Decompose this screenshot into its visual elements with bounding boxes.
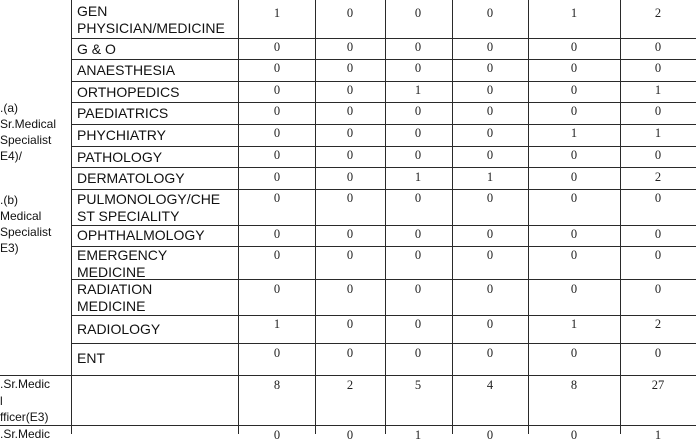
cell-value: 0 [346,126,354,140]
cell-value: 0 [414,191,422,205]
cut-row-value: 0 [346,428,354,442]
dept-label: PULMONOLOGY/CHE ST SPECIALITY [77,191,221,224]
cell-value: 2 [654,170,662,184]
cell-value: 0 [486,346,494,360]
cell-value: 0 [346,148,354,162]
cell-value: 0 [346,227,354,241]
dept-label: DERMATOLOGY [77,170,185,186]
dept-label: GEN PHYSICIAN/MEDICINE [77,3,225,36]
cell-value: 0 [570,227,578,241]
cell-value: 0 [414,6,422,20]
table-hline [71,124,696,125]
cell-value: 0 [654,40,662,54]
cell-value: 0 [273,83,281,97]
cell-value: 0 [273,282,281,296]
table-vline [620,0,621,434]
cell-value: 0 [570,148,578,162]
dept-label: OPHTHALMOLOGY [77,227,205,243]
cell-value: 0 [654,61,662,75]
table-vline [238,0,239,434]
group-label-total: .Sr.Medic l fficer(E3) [0,377,51,424]
dept-label: ENT [77,350,105,366]
cell-value: 0 [346,6,354,20]
cell-value: 0 [414,148,422,162]
cell-value: 0 [273,126,281,140]
cell-value: 0 [414,227,422,241]
cell-value: 0 [570,40,578,54]
total-value: 27 [651,378,665,392]
cell-value: 0 [273,61,281,75]
table-hline [71,146,696,147]
cell-value: 0 [486,83,494,97]
table-hline [71,81,696,82]
cell-value: 0 [486,317,494,331]
cell-value: 1 [570,126,578,140]
cell-value: 0 [414,317,422,331]
group-label-a: .(a) Sr.Medical Specialist E4)/ [0,101,57,163]
cell-value: 1 [654,126,662,140]
cell-value: 0 [273,346,281,360]
table-hline [71,315,696,316]
cell-value: 0 [273,40,281,54]
cell-value: 1 [486,170,494,184]
table-hline [71,225,696,226]
cut-row-value: 0 [570,428,578,442]
dept-label: PATHOLOGY [77,149,163,165]
cell-value: 0 [486,6,494,20]
table-vline [452,0,453,434]
cell-value: 0 [273,191,281,205]
table-hline [71,189,696,190]
cell-value: 0 [654,282,662,296]
table-hline [0,375,696,376]
cell-value: 0 [486,61,494,75]
cell-value: 0 [414,104,422,118]
cell-value: 2 [654,6,662,20]
cell-value: 0 [486,148,494,162]
dept-label: EMERGENCY MEDICINE [77,247,168,280]
cell-value: 1 [654,83,662,97]
table-hline [71,102,696,103]
dept-label: G & O [77,41,116,57]
dept-label: RADIOLOGY [77,321,161,337]
dept-label: ANAESTHESIA [77,62,176,78]
cell-value: 0 [346,170,354,184]
cell-value: 0 [570,346,578,360]
cell-value: 0 [346,104,354,118]
total-value: 5 [414,378,422,392]
cut-row-value: 0 [486,428,494,442]
cell-value: 0 [346,40,354,54]
table-hline [71,59,696,60]
cell-value: 0 [273,227,281,241]
cut-row-value: 1 [414,428,422,442]
cell-value: 0 [570,248,578,262]
cell-value: 0 [414,40,422,54]
cell-value: 0 [346,317,354,331]
cell-value: 0 [486,191,494,205]
cell-value: 0 [654,248,662,262]
cell-value: 1 [570,317,578,331]
cell-value: 0 [414,282,422,296]
cell-value: 0 [273,170,281,184]
cut-row-value: 1 [654,428,662,442]
cell-value: 0 [570,191,578,205]
table-vline [385,0,386,434]
cell-value: 0 [273,104,281,118]
cell-value: 1 [570,6,578,20]
cell-value: 2 [654,317,662,331]
dept-label: PAEDIATRICS [77,105,169,121]
cell-value: 0 [414,248,422,262]
group-label-b: .(b) Medical Specialist E3) [0,193,52,255]
total-value: 8 [570,378,578,392]
cell-value: 0 [273,148,281,162]
cell-value: 0 [346,346,354,360]
cell-value: 0 [570,282,578,296]
cell-value: 0 [346,248,354,262]
table-vline [71,0,72,434]
cell-value: 0 [570,83,578,97]
group-label-next: .Sr.Medic [0,427,51,441]
table-vline [528,0,529,434]
cell-value: 1 [414,83,422,97]
cell-value: 0 [570,61,578,75]
cell-value: 0 [654,148,662,162]
cell-value: 0 [570,104,578,118]
cell-value: 0 [486,126,494,140]
dept-label: RADIATION MEDICINE [77,281,153,314]
cell-value: 0 [273,248,281,262]
total-value: 8 [273,378,281,392]
cell-value: 0 [486,227,494,241]
cell-value: 0 [654,346,662,360]
cell-value: 1 [414,170,422,184]
table-vline [315,0,316,434]
cell-value: 0 [414,346,422,360]
cell-value: 0 [486,104,494,118]
cell-value: 1 [273,317,281,331]
cell-value: 0 [654,191,662,205]
cell-value: 0 [654,104,662,118]
cell-value: 0 [486,282,494,296]
table-hline [71,343,696,344]
cell-value: 0 [346,83,354,97]
total-value: 4 [486,378,494,392]
total-value: 2 [346,378,354,392]
cell-value: 0 [654,227,662,241]
dept-label: PHYCHIATRY [77,127,166,143]
table-hline [71,167,696,168]
cell-value: 0 [414,126,422,140]
cell-value: 1 [273,6,281,20]
table-hline [0,425,696,426]
dept-label: ORTHOPEDICS [77,84,180,100]
cell-value: 0 [346,282,354,296]
cell-value: 0 [414,61,422,75]
cell-value: 0 [486,248,494,262]
cell-value: 0 [346,61,354,75]
cut-row-value: 0 [273,428,281,442]
cell-value: 0 [346,191,354,205]
table-hline [71,38,696,39]
cell-value: 0 [486,40,494,54]
cell-value: 0 [570,170,578,184]
